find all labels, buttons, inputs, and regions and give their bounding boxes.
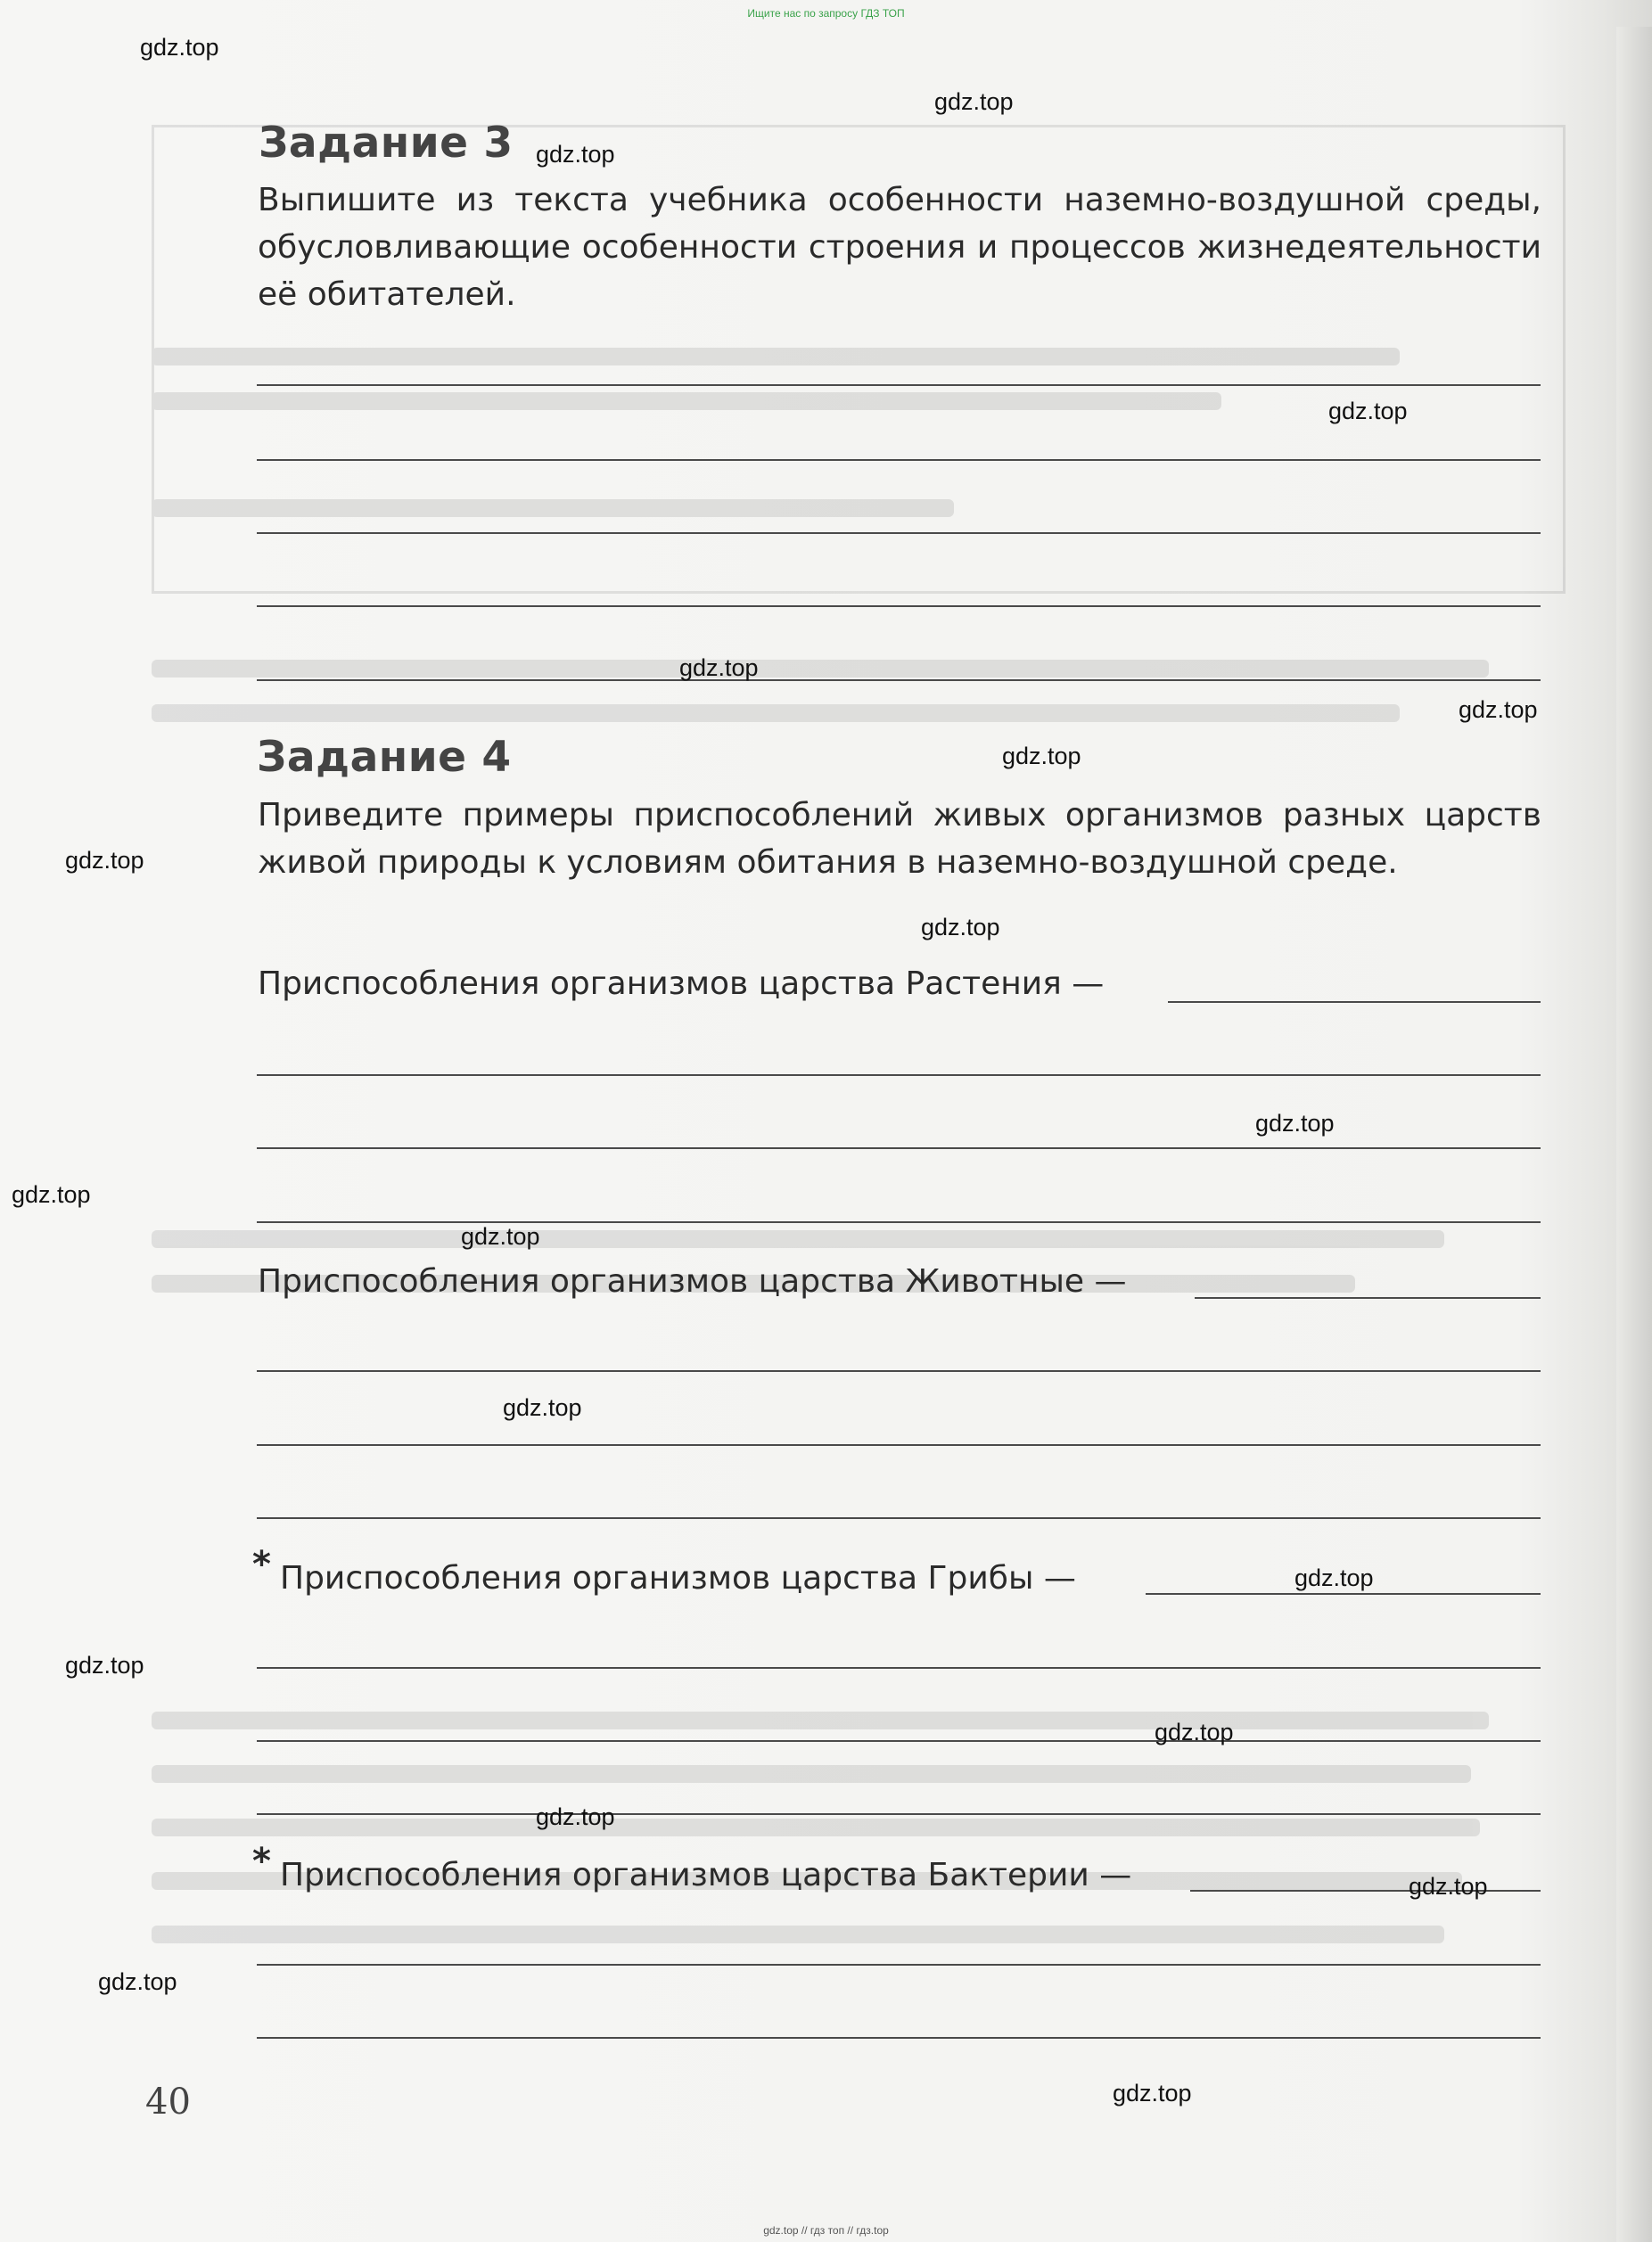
watermark: gdz.top bbox=[921, 914, 1000, 940]
answer-line[interactable] bbox=[257, 1813, 1541, 1815]
answer-line[interactable] bbox=[257, 384, 1541, 386]
watermark: gdz.top bbox=[1409, 1873, 1488, 1900]
page-edge-shadow bbox=[1616, 27, 1652, 2242]
answer-line[interactable] bbox=[257, 1074, 1541, 1076]
answer-line[interactable] bbox=[257, 1964, 1541, 1966]
task3-text-body: Выпишите из текста учебника особенности наземно-воздушной среды, обусловливающие особенности строения и процессов жизнедеятельности её обитателей. bbox=[258, 182, 1541, 313]
watermark: gdz.top bbox=[65, 847, 144, 874]
answer-line[interactable] bbox=[257, 1147, 1541, 1149]
watermark: gdz.top bbox=[140, 34, 219, 61]
watermark: gdz.top bbox=[12, 1181, 91, 1208]
optional-task-asterisk: * bbox=[252, 1544, 271, 1585]
watermark: gdz.top bbox=[1459, 696, 1538, 723]
watermark: gdz.top bbox=[1255, 1110, 1335, 1137]
watermark: gdz.top bbox=[1002, 743, 1081, 769]
watermark: gdz.top bbox=[679, 654, 759, 681]
watermark: gdz.top bbox=[1328, 398, 1408, 424]
answer-line[interactable] bbox=[257, 1444, 1541, 1446]
optional-task-asterisk: * bbox=[252, 1841, 271, 1882]
watermark: gdz.top bbox=[98, 1968, 177, 1995]
fungi-label: Приспособления организмов царства Грибы — bbox=[280, 1560, 1076, 1597]
task4-text bbox=[258, 792, 1541, 886]
answer-line[interactable] bbox=[257, 459, 1541, 461]
animals-label: Приспособления организмов царства Животные — bbox=[258, 1263, 1127, 1300]
watermark: gdz.top bbox=[503, 1394, 582, 1421]
bacteria-label: Приспособления организмов царства Бактерии — bbox=[280, 1857, 1132, 1893]
watermark: gdz.top bbox=[1294, 1564, 1374, 1591]
task4-text-body: Приведите примеры приспособлений живых организмов разных царств живой природы к условиям обитания в наземно-воздушной среде. bbox=[258, 797, 1541, 881]
animals-answer-line[interactable] bbox=[1195, 1297, 1541, 1299]
plants-answer-line[interactable] bbox=[1168, 1001, 1541, 1003]
bottom-banner: gdz.top // гдз топ // гдз.top bbox=[763, 2224, 889, 2237]
top-banner: Ищите нас по запросу ГДЗ ТОП bbox=[747, 7, 905, 20]
task4-title: Задание 4 bbox=[257, 733, 512, 782]
watermark: gdz.top bbox=[1155, 1719, 1234, 1745]
watermark: gdz.top bbox=[1113, 2080, 1192, 2106]
answer-line[interactable] bbox=[257, 1517, 1541, 1519]
answer-line[interactable] bbox=[257, 605, 1541, 607]
answer-line[interactable] bbox=[257, 1221, 1541, 1223]
bacteria-answer-line[interactable] bbox=[1190, 1890, 1541, 1892]
page-number: 40 bbox=[145, 2082, 191, 2123]
watermark: gdz.top bbox=[536, 141, 615, 168]
watermark: gdz.top bbox=[536, 1803, 615, 1830]
watermark: gdz.top bbox=[65, 1652, 144, 1679]
answer-line[interactable] bbox=[257, 2037, 1541, 2039]
answer-line[interactable] bbox=[257, 1667, 1541, 1669]
answer-line[interactable] bbox=[257, 1740, 1541, 1742]
answer-line[interactable] bbox=[257, 532, 1541, 534]
plants-label: Приспособления организмов царства Растения — bbox=[258, 965, 1105, 1002]
watermark: gdz.top bbox=[934, 88, 1014, 115]
watermark: gdz.top bbox=[461, 1223, 540, 1250]
task3-title: Задание 3 bbox=[259, 119, 514, 168]
answer-line[interactable] bbox=[257, 679, 1541, 681]
answer-line[interactable] bbox=[257, 1370, 1541, 1372]
fungi-answer-line[interactable] bbox=[1146, 1593, 1541, 1595]
task3-text bbox=[258, 177, 1541, 318]
